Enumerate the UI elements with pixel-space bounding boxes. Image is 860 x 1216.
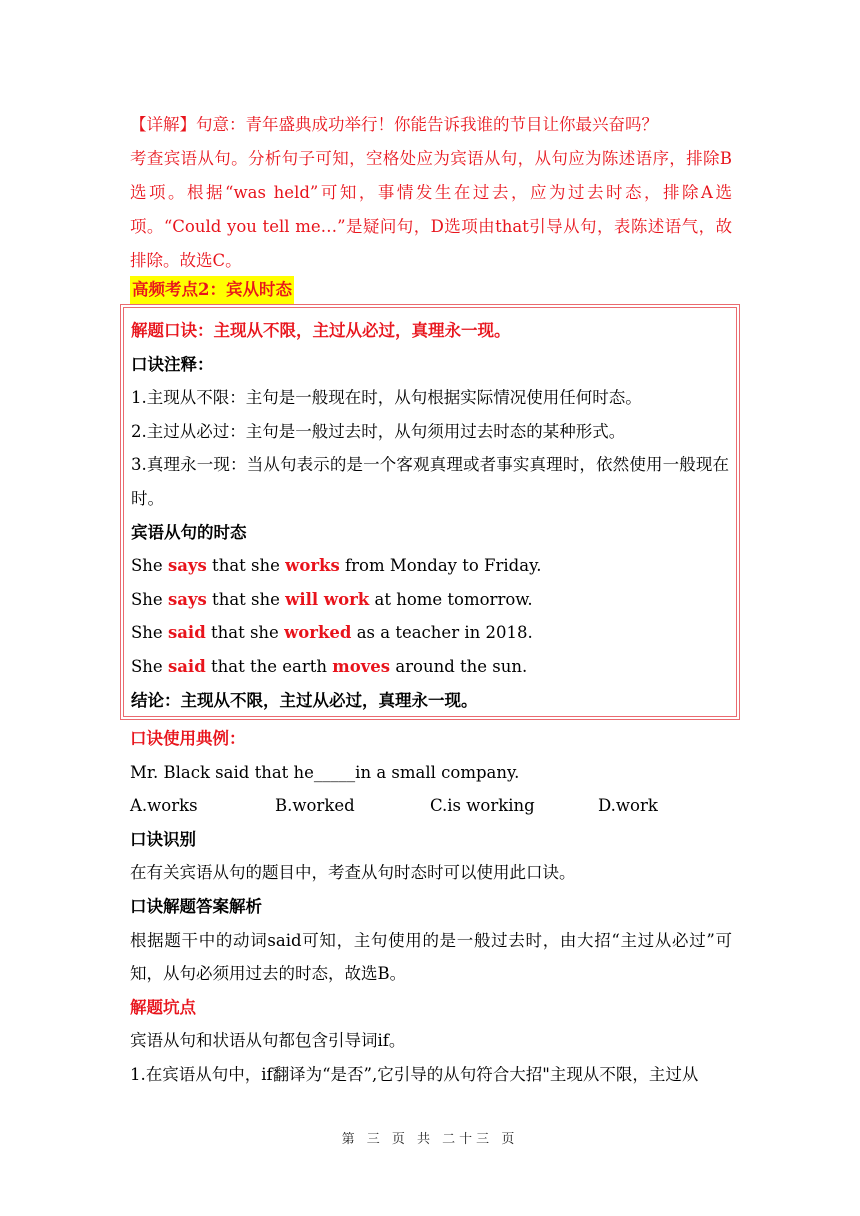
note-1: 1.主现从不限：主句是一般现在时，从句根据实际情况使用任何时态。 (131, 388, 642, 408)
main-verb: said (167, 656, 206, 676)
clause-verb: works (285, 556, 340, 576)
sentence-text: at home tomorrow. (369, 589, 533, 609)
notes-title: 口诀注释： (131, 354, 214, 374)
option-a: A.works (130, 796, 198, 816)
sentence-text: She (131, 656, 168, 676)
sentence-text: that the earth (205, 656, 333, 676)
note-2: 2.主过从必过：主句是一般过去时，从句须用过去时态的某种形式。 (131, 421, 626, 441)
recognize-text: 在有关宾语从句的题目中，考查从句时态时可以使用此口诀。 (130, 863, 576, 883)
option-b: B.worked (275, 796, 355, 816)
main-verb: says (167, 556, 207, 576)
question: Mr. Black said that he_____in a small company. (130, 762, 520, 782)
answer-text: 根据题干中的动词said可知，主句使用的是一般过去时，由大招“主过从必过”可知，从句必须用过去的时态，故选B。 (130, 930, 732, 984)
sentence-text: from Monday to Friday. (339, 556, 542, 576)
example-sentence-3 (131, 616, 729, 650)
sentence-text: She (131, 623, 168, 643)
note-3: 3.真理永一现：当从句表示的是一个客观真理或者事实真理时，依然使用一般现在时。 (131, 455, 729, 508)
answer-title: 口诀解题答案解析 (130, 896, 262, 916)
clause-verb: will work (285, 589, 370, 609)
options (130, 789, 732, 823)
conclusion: 结论：主现从不限，主过从必过，真理永一现。 (131, 690, 478, 710)
sentence-text: around the sun. (390, 656, 528, 676)
point-title: 高频考点2：宾从时态 (130, 276, 294, 304)
example-sentence-2 (131, 583, 729, 617)
option-c: C.is working (430, 796, 535, 816)
detail-section (130, 108, 732, 278)
detail-label: 【详解】 (130, 115, 196, 134)
pitfall-title: 解题坑点 (130, 997, 196, 1017)
detail-analysis: 考查宾语从句。分析句子可知，空格处应为宾语从句，从句应为陈述语序，排除B选项。根据“was held”可知，事情发生在过去，应为过去时态，排除A选项。“Could you tell me…”是疑问句，D选项由that引导从句，表陈述语气，故排除。故选C。 (130, 149, 732, 270)
clause-verb: moves (332, 656, 391, 676)
pitfall-text: 宾语从句和状语从句都包含引导词if。 (130, 1031, 406, 1051)
clause-verb: worked (284, 623, 352, 643)
detail-meaning (130, 108, 732, 142)
sentence-text: as a teacher in 2018. (351, 623, 533, 643)
example-sentence-1 (131, 549, 729, 583)
pitfall-1: 1.在宾语从句中，if翻译为“是否”,它引导的从句符合大招"主现从不限，主过从 (130, 1064, 699, 1084)
example-section (130, 722, 732, 1092)
formula-box (123, 307, 737, 717)
detail-meaning-text: 句意：青年盛典成功举行！你能告诉我谁的节目让你最兴奋吗？ (196, 115, 658, 134)
sentence-text: She (131, 589, 168, 609)
example-sentence-4 (131, 650, 729, 684)
recognize-title: 口诀识别 (130, 829, 196, 849)
formula-line: 解题口诀：主现从不限，主过从必过，真理永一现。 (131, 321, 511, 340)
page-footer: 第 三 页 共 二十三 页 (341, 1132, 519, 1147)
tense-title: 宾语从句的时态 (131, 522, 247, 542)
option-d: D.work (598, 796, 658, 816)
sentence-text: She (131, 556, 168, 576)
sentence-text: that she (206, 589, 286, 609)
main-verb: said (167, 623, 206, 643)
sentence-text: that she (206, 556, 286, 576)
example-title: 口诀使用典例： (130, 729, 246, 748)
main-verb: says (167, 589, 207, 609)
sentence-text: that she (205, 623, 285, 643)
